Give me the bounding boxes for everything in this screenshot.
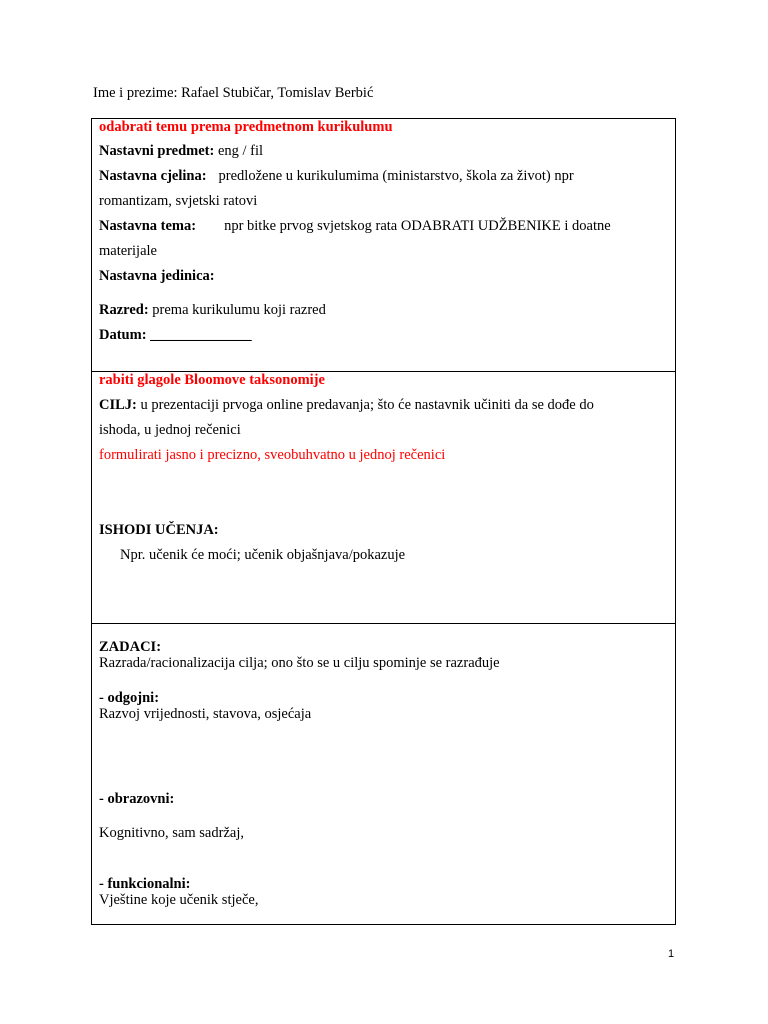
razred-label: Razred: <box>99 302 149 318</box>
name-line <box>93 85 373 102</box>
cilj-value-cont: ishoda, u jednoj rečenici <box>99 422 241 438</box>
jedinica-label: Nastavna jedinica: <box>99 268 215 284</box>
datum-blank: ______________ <box>150 327 252 343</box>
razred-row <box>99 302 326 319</box>
cilj-label: CILJ: <box>99 397 137 413</box>
topic-note: odabrati temu prema predmetnom kurikulumu <box>99 119 393 135</box>
cilj-value: u prezentaciji prvoga online predavanja; što će nastavnik učiniti da se dođe do <box>140 397 594 413</box>
tema-label: Nastavna tema: <box>99 218 197 234</box>
section-goals <box>92 372 675 624</box>
cjelina-value-cont: romantizam, svjetski ratovi <box>99 193 258 209</box>
zadaci-text: Razrada/racionalizacija cilja; ono što se u cilju spominje se razrađuje <box>99 655 500 671</box>
page-number: 1 <box>668 948 675 960</box>
odgojni-label: - odgojni: <box>99 690 160 706</box>
cilj-row <box>99 397 594 414</box>
predmet-value: eng / fil <box>217 143 264 159</box>
datum-row <box>99 327 252 344</box>
cjelina-row <box>99 168 574 185</box>
lesson-plan-table <box>91 118 676 925</box>
ishodi-label: ISHODI UČENJA: <box>99 522 219 538</box>
predmet-row <box>99 143 263 160</box>
datum-label: Datum: <box>99 327 147 343</box>
formulation-note: formulirati jasno i precizno, sveobuhvatno u jednoj rečenici <box>99 447 446 463</box>
odgojni-text: Razvoj vrijednosti, stavova, osjećaja <box>99 706 312 722</box>
funkcionalni-label: - funkcionalni: <box>99 876 191 892</box>
zadaci-label: ZADACI: <box>99 639 162 655</box>
section-lesson-info <box>92 119 675 372</box>
funkcionalni-text: Vještine koje učenik stječe, <box>99 892 259 908</box>
name-label: Ime i prezime: <box>93 85 178 101</box>
section-tasks <box>92 624 675 924</box>
ishodi-text: Npr. učenik će moći; učenik objašnjava/pokazuje <box>120 547 406 563</box>
obrazovni-text: Kognitivno, sam sadržaj, <box>99 825 244 841</box>
tema-value: npr bitke prvog svjetskog rata ODABRATI UDŽBENIKE i doatne <box>224 218 611 234</box>
bloom-note: rabiti glagole Bloomove taksonomije <box>99 372 325 388</box>
razred-value: prema kurikulumu koji razred <box>152 302 326 318</box>
tema-value-cont: materijale <box>99 243 157 259</box>
name-value: Rafael Stubičar, Tomislav Berbić <box>181 85 374 101</box>
cjelina-label: Nastavna cjelina: <box>99 168 207 184</box>
tema-row <box>99 218 611 235</box>
cjelina-value: predložene u kurikulumima (ministarstvo, škola za život) npr <box>218 168 574 184</box>
obrazovni-label: - obrazovni: <box>99 791 175 807</box>
predmet-label: Nastavni predmet: <box>99 143 215 159</box>
